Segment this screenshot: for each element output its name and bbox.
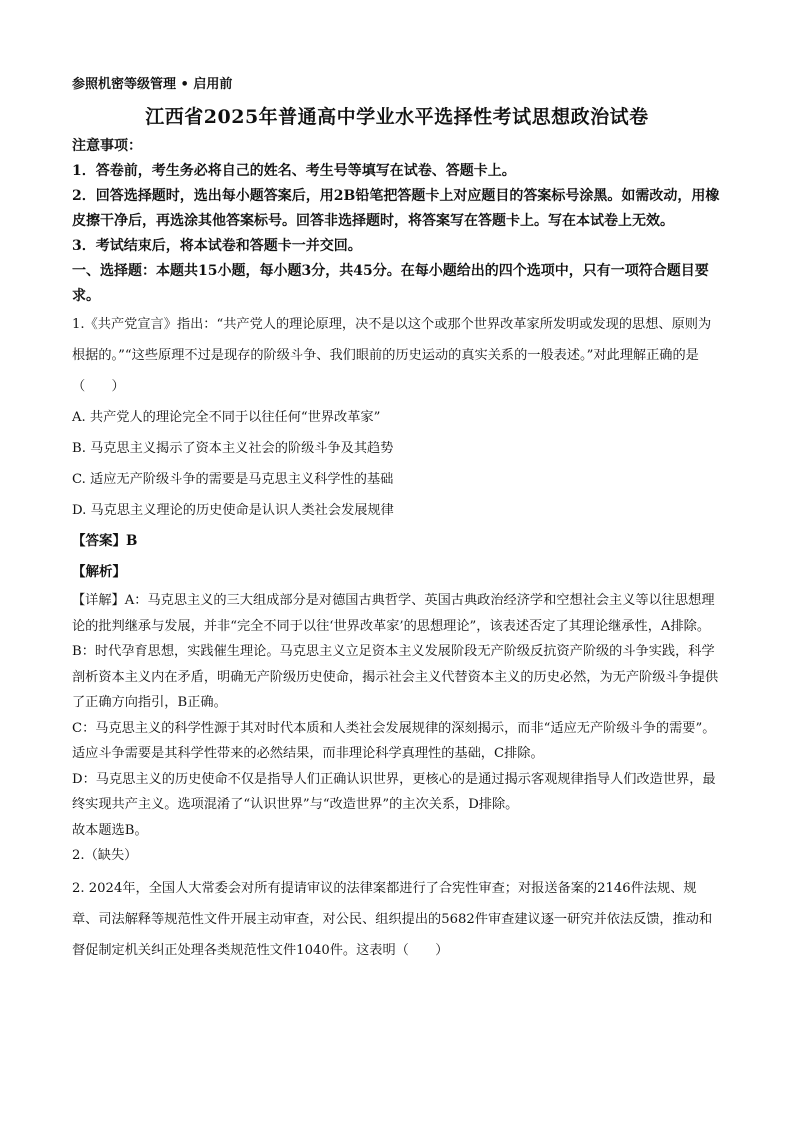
explanation-c: C：马克思主义的科学性源于其对时代本质和人类社会发展规律的深刻揭示，而非“适应无产阶级斗争的需要”。适应斗争需要是其科学性带来的必然结果，而非理论科学真理性的基础，C排除。 bbox=[72, 720, 716, 761]
question-2-stem: 2. 2024年，全国人大常委会对所有提请审议的法律案都进行了合宪性审查；对报送备案的2146件法规、规章、司法解释等规范性文件开展主动审查，对公民、组织提出的5682件审查建议逐一研究并依法反馈，推动和督促制定机关纠正处理各类规范性文件1040件。这表明（ ） bbox=[72, 881, 713, 958]
option-a: A. 共产党人的理论完全不同于以往任何“世界改革家” bbox=[72, 410, 381, 425]
notice-item-2: 2．回答选择题时，选出每小题答案后，用2B铅笔把答题卡上对应题目的答案标号涂黑。如需改动，用橡皮擦干净后，再选涂其他答案标号。回答非选择题时，将答案写在答题卡上。写在本试卷上无效。 bbox=[72, 188, 720, 229]
exam-page bbox=[72, 72, 722, 966]
section-heading: 一、选择题：本题共15小题，每小题3分，共45分。在每小题给出的四个选项中，只有一项符合题目要求。 bbox=[72, 263, 709, 304]
notice-section bbox=[72, 134, 722, 259]
notice-item-3: 3．考试结束后，将本试卷和答题卡一并交回。 bbox=[72, 238, 362, 254]
option-b: B. 马克思主义揭示了资本主义社会的阶级斗争及其趋势 bbox=[72, 441, 394, 456]
exam-title: 江西省2025年普通高中学业水平选择性考试思想政治试卷 bbox=[145, 106, 649, 128]
explanation-conclusion: 故本题选B。 bbox=[72, 822, 148, 838]
notice-item-1: 1．答卷前，考生务必将自己的姓名、考生号等填写在试卷、答题卡上。 bbox=[72, 163, 516, 179]
option-c: C. 适应无产阶级斗争的需要是马克思主义科学性的基础 bbox=[72, 472, 394, 487]
notice-heading: 注意事项： bbox=[72, 138, 142, 154]
explanation-b: B：时代孕育思想，实践催生理论。马克思主义立足资本主义发展阶段无产阶级反抗资产阶级的斗争实践，科学剖析资本主义内在矛盾，明确无产阶级历史使命，揭示社会主义代替资本主义的历史必然，为无产阶级斗争提供了正确方向指引，B正确。 bbox=[72, 644, 719, 710]
answer-label: 【答案】B bbox=[72, 533, 138, 549]
secret-level-label: 参照机密等级管理 • 启用前 bbox=[72, 77, 233, 92]
option-d: D. 马克思主义理论的历史使命是认识人类社会发展规律 bbox=[72, 503, 394, 518]
analysis-label: 【解析】 bbox=[72, 564, 126, 580]
question-1-stem: 1.《共产党宣言》指出：“共产党人的理论原理，决不是以这个或那个世界改革家所发明或发现的思想、原则为根据的。”“这些原理不过是现存的阶级斗争、我们眼前的历史运动的真实关系的一般表述。”对此理解正确的是（ ） bbox=[72, 317, 712, 394]
question-2-missing-note: 2.（缺失） bbox=[72, 848, 138, 863]
explanation-detail: 【详解】A：马克思主义的三大组成部分是对德国古典哲学、英国古典政治经济学和空想社会主义等以往思想理论的批判继承与发展，并非“完全不同于以往‘世界改革家’的思想理论”，该表述否定了其理论继承性，A排除。 bbox=[72, 593, 715, 634]
question-1 bbox=[72, 309, 722, 843]
explanation-d: D：马克思主义的历史使命不仅是指导人们正确认识世界，更核心的是通过揭示客观规律指导人们改造世界，最终实现共产主义。选项混淆了“认识世界”与“改造世界”的主次关系，D排除。 bbox=[72, 771, 716, 812]
question-2 bbox=[72, 873, 722, 966]
